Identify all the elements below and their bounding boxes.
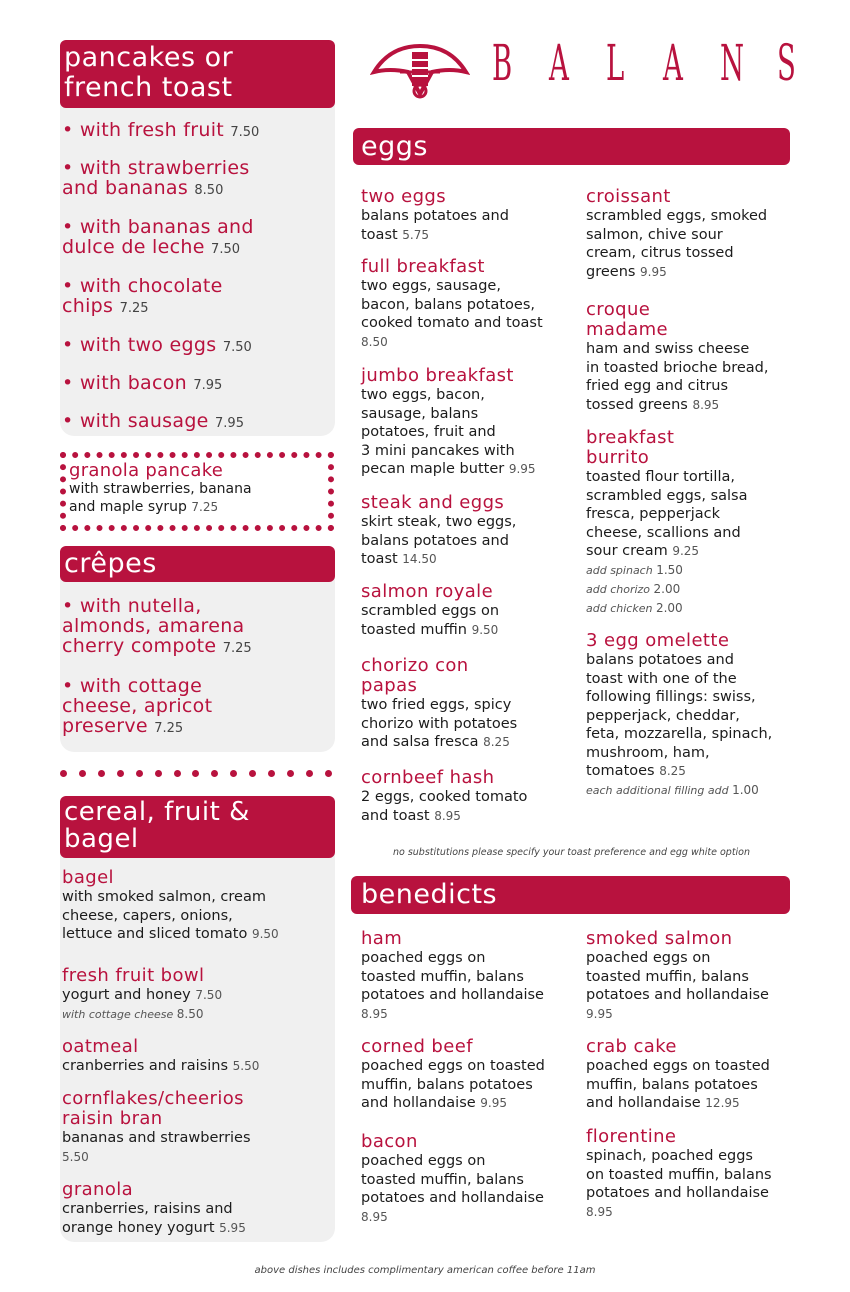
dish-desc-line: skirt steak, two eggs, (361, 514, 517, 530)
dish-desc-line: cranberries and raisins (62, 1058, 229, 1074)
pancake-item (62, 276, 332, 319)
dish-desc-line: sour cream (586, 543, 668, 559)
dish-desc-line: mushroom, ham, (586, 744, 710, 761)
eggs-header (353, 128, 790, 165)
dish-desc-line: scrambled eggs, salsa (586, 487, 748, 504)
dish-desc-line: and hollandaise (586, 1095, 701, 1111)
egg-dish (586, 428, 806, 618)
cereal-item (62, 868, 332, 944)
cereal-item (62, 1089, 337, 1166)
dish-title: chorizo con (361, 655, 469, 676)
crepe-item-label: preserve (62, 715, 148, 737)
dish-price: 8.25 (659, 764, 686, 778)
dish-title: salmon royale (361, 581, 494, 602)
crepe-item (62, 676, 332, 739)
dish-title: 3 egg omelette (586, 630, 730, 651)
dish-price: 9.95 (640, 264, 667, 279)
dish-desc-line: yogurt and honey (62, 987, 191, 1003)
footer-note: above dishes includes complimentary american coffee before 11am (254, 1265, 596, 1276)
dish-price: 9.95 (508, 462, 536, 476)
dish-title: croissant (586, 186, 671, 207)
pancakes-title-line2: french toast (64, 72, 233, 103)
dish-desc-line: spinach, poached eggs (586, 1148, 753, 1164)
dish-desc-line: fried egg and citrus (586, 378, 729, 394)
dish-desc-line: toasted flour tortilla, (586, 469, 735, 485)
dish-title: ham (361, 928, 403, 949)
pancake-item-price: 7.50 (230, 125, 260, 140)
dish-desc-line: balans potatoes and (586, 652, 734, 668)
dish-desc-line: scrambled eggs, smoked (586, 208, 768, 224)
pancake-item (62, 217, 332, 260)
pancake-item-label: dulce de leche (62, 236, 205, 258)
dish-price: 14.50 (402, 552, 437, 566)
crepe-item-price: 7.25 (154, 721, 184, 736)
dish-desc-line: in toasted brioche bread, (586, 359, 769, 376)
dish-price: 7.50 (195, 988, 223, 1002)
benedict-dish (361, 1132, 576, 1226)
dish-desc-line: muffin, balans potatoes (361, 1076, 533, 1093)
dish-title: papas (361, 675, 418, 696)
cereal-header (60, 796, 335, 858)
dish-desc-line: poached eggs on (586, 950, 711, 966)
dish-title: bacon (361, 1131, 418, 1152)
dish-desc-line: toasted muffin, balans (361, 968, 524, 985)
crepe-item-label: cheese, apricot (62, 695, 213, 717)
dish-desc-line: potatoes and hollandaise (361, 987, 544, 1003)
dish-desc-line: chorizo with potatoes (361, 715, 518, 732)
dish-desc-line: two eggs, bacon, (361, 387, 485, 403)
dish-desc-line: tomatoes (586, 763, 655, 779)
egg-dish (361, 768, 576, 825)
granola-pancake-desc-line: and maple syrup (69, 499, 187, 515)
crepes-header (60, 546, 335, 582)
dish-desc-line: poached eggs on toasted (361, 1058, 545, 1074)
dish-title: croque (586, 299, 651, 320)
dish-price: 8.95 (586, 1204, 613, 1219)
dish-desc-line: ham and swiss cheese (586, 341, 750, 357)
dish-title: madame (586, 319, 669, 340)
dish-title: steak and eggs (361, 492, 505, 513)
dish-desc-line: potatoes, fruit and (361, 424, 496, 440)
dish-desc-line: sausage, balans (361, 405, 479, 422)
benedicts-title: benedicts (361, 879, 498, 910)
addon (586, 580, 806, 599)
dotted-divider (60, 770, 332, 777)
brand-logo (370, 38, 470, 100)
dish-desc-line: cream, citrus tossed (586, 245, 734, 261)
pancake-item-label: • with two eggs (62, 334, 217, 356)
dish-desc-line: lettuce and sliced tomato (62, 926, 248, 942)
dish-desc-line: toasted muffin (361, 621, 467, 638)
dish-desc-line: 3 mini pancakes with (361, 442, 515, 459)
pancake-item (62, 373, 332, 396)
dish-desc-line: scrambled eggs on (361, 603, 500, 619)
pancake-item-price: 7.95 (193, 378, 223, 393)
brand-letter: B (492, 34, 513, 92)
granola-pancake-box (60, 452, 334, 531)
dish-title: two eggs (361, 186, 447, 207)
addon (586, 599, 806, 618)
brand-name (492, 34, 834, 98)
dish-desc-line: cranberries, raisins and (62, 1201, 233, 1217)
dish-desc-line: potatoes and hollandaise (586, 987, 769, 1003)
dish-price: 9.50 (471, 622, 499, 637)
dish-title: cornflakes/cheerios (62, 1088, 244, 1109)
cereal-title-line2: bagel (64, 824, 139, 854)
egg-dish (361, 493, 576, 569)
dish-price: 8.95 (434, 808, 461, 823)
dish-desc-line: potatoes and hollandaise (361, 1190, 544, 1206)
dish-desc-line: fresca, pepperjack (586, 506, 720, 522)
dish-price: 8.50 (361, 334, 388, 349)
pancake-item (62, 411, 332, 434)
dish-extra: with cottage cheese (62, 1007, 174, 1021)
dish-title: raisin bran (62, 1108, 163, 1129)
crepes-title: crêpes (64, 548, 157, 579)
dish-desc-line: two fried eggs, spicy (361, 697, 512, 713)
dish-desc-line: and hollandaise (361, 1095, 476, 1111)
dish-desc-line: following fillings: swiss, (586, 689, 756, 705)
pancake-item-label: • with sausage (62, 410, 209, 432)
egg-dish (361, 187, 576, 244)
crepe-item-label: cherry compote (62, 635, 217, 657)
pancake-item-price: 7.50 (222, 340, 252, 355)
dish-price: 5.50 (62, 1149, 89, 1164)
dish-desc-line: muffin, balans potatoes (586, 1076, 758, 1093)
pancake-item (62, 120, 332, 143)
egg-dish (586, 187, 806, 281)
crepe-item-label: • with nutella, (62, 595, 202, 617)
dish-title: fresh fruit bowl (62, 965, 205, 986)
dish-desc-line: bacon, balans potatoes, (361, 296, 535, 313)
crepe-item-label: • with cottage (62, 675, 203, 697)
dish-desc-line: feta, mozzarella, spinach, (586, 726, 773, 742)
cereal-item (62, 1037, 332, 1076)
brand-letter: N (720, 34, 745, 92)
dish-desc-line: salmon, chive sour (586, 226, 723, 243)
dish-price: 5.75 (402, 227, 430, 242)
dish-desc-line: on toasted muffin, balans (586, 1166, 772, 1183)
pancake-item (62, 335, 332, 358)
dish-desc-line: toasted muffin, balans (361, 1171, 524, 1188)
pancake-item-label: • with bacon (62, 372, 188, 394)
pancake-item-label: and bananas (62, 177, 189, 199)
dish-title: breakfast (586, 427, 675, 448)
addon-label: add chorizo (586, 582, 651, 596)
dish-title: granola (62, 1179, 134, 1200)
dish-desc-line: pepperjack, cheddar, (586, 707, 740, 724)
crepe-item-label: almonds, amarena (62, 615, 245, 637)
dish-price: 8.25 (483, 735, 510, 749)
granola-pancake-desc (69, 480, 325, 516)
dish-desc-line: two eggs, sausage, (361, 278, 501, 294)
egg-dish (361, 582, 576, 639)
dish-title: florentine (586, 1126, 677, 1147)
brand-letter: L (606, 34, 625, 92)
dish-desc-line: cheese, scallions and (586, 524, 741, 541)
dish-price: 9.95 (480, 1096, 508, 1110)
cereal-item (62, 1180, 332, 1237)
dish-desc-line: bananas and strawberries (62, 1130, 251, 1146)
dish-title: crab cake (586, 1036, 677, 1057)
dish-price: 8.95 (361, 1006, 388, 1021)
dish-title: jumbo breakfast (361, 365, 514, 386)
dish-desc-line: poached eggs on toasted (586, 1058, 770, 1074)
dish-desc-line: greens (586, 263, 636, 280)
dish-title: corned beef (361, 1036, 473, 1057)
pancake-item-label: • with bananas and (62, 216, 254, 238)
pancake-item-label: chips (62, 295, 114, 317)
addon-price: 2.00 (655, 600, 683, 615)
dish-title: burrito (586, 447, 650, 468)
cereal-item (62, 966, 332, 1024)
benedict-dish (586, 1127, 806, 1221)
egg-dish (361, 257, 576, 351)
pancake-item-label: • with chocolate (62, 275, 223, 297)
dish-desc-line: potatoes and hollandaise (586, 1185, 769, 1201)
benedict-dish (361, 929, 576, 1023)
brand-letter: A (549, 34, 569, 92)
brand-letter: A (663, 34, 683, 92)
granola-pancake-desc-line: with strawberries, banana (69, 481, 252, 497)
brand-letter: S (777, 34, 796, 92)
dish-desc-line: with smoked salmon, cream (62, 889, 266, 905)
dish-desc-line: orange honey yogurt (62, 1219, 215, 1236)
dish-price: 8.95 (361, 1209, 388, 1224)
granola-pancake-price: 7.25 (191, 500, 219, 514)
dish-desc-line: balans potatoes and (361, 532, 509, 549)
dish-desc-line: toasted muffin, balans (586, 968, 749, 985)
dish-price: 9.25 (672, 544, 700, 558)
dish-price: 8.95 (692, 397, 720, 412)
dish-desc-line: tossed greens (586, 396, 688, 413)
dish-desc-line: toast (361, 226, 398, 243)
pancakes-title-line1: pancakes or (64, 42, 234, 73)
dish-title: smoked salmon (586, 928, 733, 949)
dish-price: 5.50 (232, 1059, 260, 1073)
dish-title: bagel (62, 867, 114, 888)
dish-price: 12.95 (705, 1096, 740, 1110)
addon-label: add chicken (586, 601, 653, 615)
dish-price: 9.95 (586, 1006, 613, 1021)
pancake-item-price: 7.95 (215, 416, 244, 431)
dish-desc-line: poached eggs on (361, 1153, 486, 1169)
egg-dish (361, 366, 576, 479)
dish-desc-line: pecan maple butter (361, 461, 505, 477)
dish-title: cornbeef hash (361, 767, 495, 788)
benedict-dish (361, 1037, 576, 1113)
addon-label: add spinach (586, 563, 653, 577)
benedicts-header (351, 876, 790, 914)
pancake-item-label: • with strawberries (62, 157, 250, 179)
dish-desc-line: balans potatoes and (361, 208, 509, 224)
dish-title: full breakfast (361, 256, 485, 277)
dish-desc-line: toast (361, 551, 398, 567)
pancake-item-price: 8.50 (194, 183, 224, 198)
dish-desc-line: 2 eggs, cooked tomato (361, 789, 528, 805)
dish-extra-price: 1.00 (732, 782, 759, 797)
dish-price: 5.95 (219, 1220, 246, 1235)
pancake-item-price: 7.25 (119, 301, 149, 316)
dish-extra-price: 8.50 (176, 1006, 204, 1021)
eggs-note: no substitutions please specify your toast preference and egg white option (392, 847, 751, 858)
granola-pancake-title: granola pancake (69, 460, 224, 481)
dish-title: oatmeal (62, 1036, 139, 1057)
dish-desc-line: cooked tomato and toast (361, 315, 543, 331)
pancake-item-price: 7.50 (211, 242, 240, 257)
crepe-item (62, 596, 332, 659)
pancake-item-label: • with fresh fruit (62, 119, 225, 141)
egg-dish (586, 631, 806, 800)
pancake-item (62, 158, 332, 201)
crepe-item-price: 7.25 (222, 641, 252, 656)
dish-desc-line: cheese, capers, onions, (62, 907, 233, 924)
addon-price: 2.00 (653, 581, 681, 596)
dish-desc-line: poached eggs on (361, 950, 486, 966)
addon-price: 1.50 (656, 562, 683, 577)
egg-dish (361, 656, 576, 752)
dish-extra: each additional filling add (586, 783, 729, 797)
dish-desc-line: toast with one of the (586, 670, 737, 687)
fan-logo-icon (370, 38, 470, 100)
cereal-title-line1: cereal, fruit & (64, 797, 250, 827)
dish-price: 9.50 (251, 927, 279, 941)
addon (586, 561, 806, 580)
egg-dish (586, 300, 806, 414)
benedict-dish (586, 1037, 806, 1113)
eggs-title: eggs (361, 131, 428, 162)
pancakes-header (60, 40, 335, 108)
benedict-dish (586, 929, 806, 1023)
dish-desc-line: and salsa fresca (361, 734, 479, 750)
dish-desc-line: and toast (361, 807, 430, 824)
